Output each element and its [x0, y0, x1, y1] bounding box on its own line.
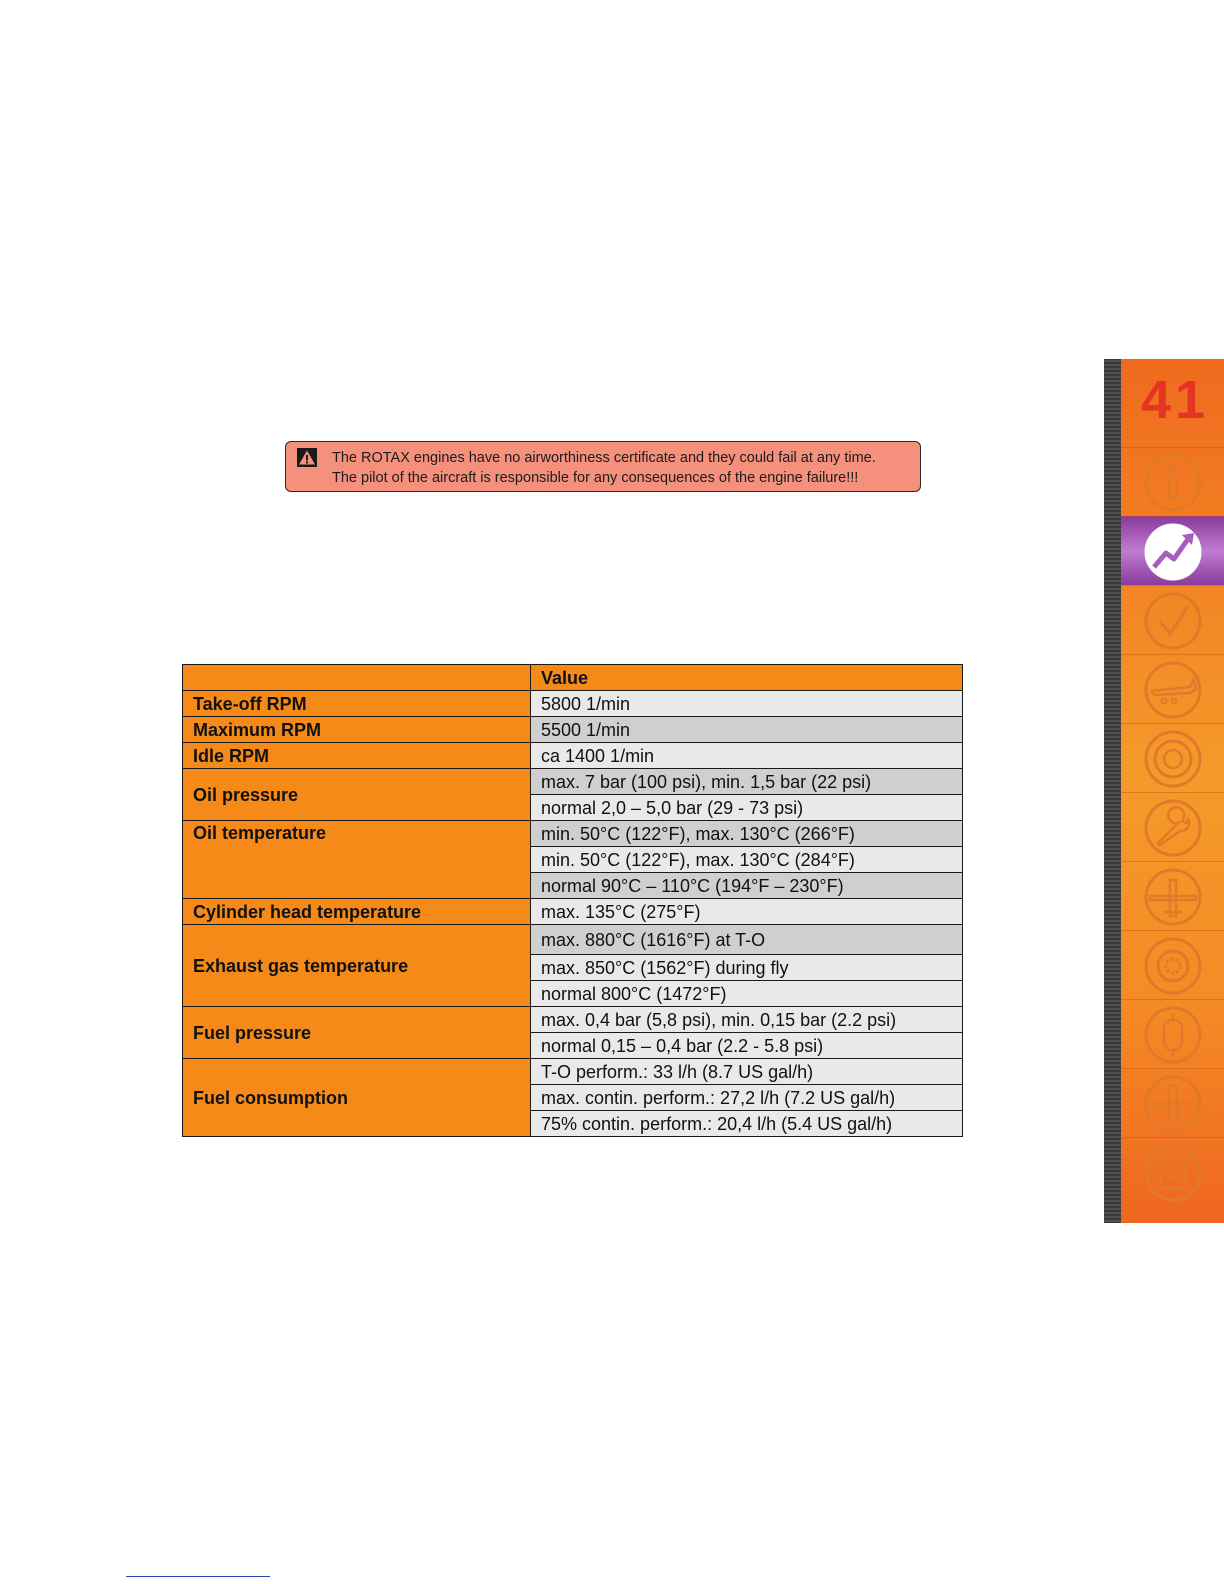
airplane-side-icon [1142, 659, 1204, 721]
sidebar-item-systems[interactable] [1121, 930, 1224, 999]
table-row [183, 769, 963, 795]
header-value-cell: Value [531, 665, 963, 691]
performance-arrow-icon [1142, 521, 1204, 583]
row-value: normal 800°C (1472°F) [531, 981, 963, 1007]
row-value: max. 7 bar (100 psi), min. 1,5 bar (22 psi) [531, 769, 963, 795]
sidebar-item-performance[interactable] [1121, 516, 1224, 585]
table-row [183, 1059, 963, 1085]
sidebar-item-checklist-check[interactable] [1121, 585, 1224, 654]
row-label: Oil pressure [183, 769, 531, 821]
row-value: 5500 1/min [531, 717, 963, 743]
checklist-icon [1142, 1142, 1204, 1204]
row-value: normal 0,15 – 0,4 bar (2.2 - 5.8 psi) [531, 1033, 963, 1059]
table-row [183, 743, 963, 769]
row-label: Oil temperature [183, 821, 531, 899]
airplane-top-icon [1142, 866, 1204, 928]
row-value: max. 880°C (1616°F) at T-O [531, 925, 963, 955]
warning-banner [285, 441, 921, 492]
propeller-icon [1142, 1073, 1204, 1135]
sidebar-item-checklists[interactable] [1121, 1137, 1224, 1206]
sidebar-item-engine[interactable] [1121, 999, 1224, 1068]
page-number: 41 [1140, 370, 1210, 430]
table-row [183, 821, 963, 847]
sidebar-item-maintenance[interactable] [1121, 792, 1224, 861]
warning-line-1: The ROTAX engines have no airworthiness certificate and they could fail at any time. [332, 450, 876, 466]
engine-spec-table [182, 664, 963, 1137]
row-value: T-O perform.: 33 l/h (8.7 US gal/h) [531, 1059, 963, 1085]
row-label: Cylinder head temperature [183, 899, 531, 925]
row-value: 75% contin. perform.: 20,4 l/h (5.4 US gal/h) [531, 1111, 963, 1137]
sidebar-item-emergency[interactable] [1121, 723, 1224, 792]
row-value: min. 50°C (122°F), max. 130°C (266°F) [531, 821, 963, 847]
lifebuoy-icon [1142, 728, 1204, 790]
row-label: Fuel consumption [183, 1059, 531, 1137]
table-row [183, 717, 963, 743]
chapter-sidebar [1104, 359, 1224, 1223]
row-label: Take-off RPM [183, 691, 531, 717]
header-label-cell [183, 665, 531, 691]
row-value: 5800 1/min [531, 691, 963, 717]
warning-triangle-icon [297, 448, 317, 467]
sidebar-spine [1104, 359, 1121, 1223]
table-row [183, 899, 963, 925]
table-row [183, 925, 963, 955]
warning-text [332, 448, 876, 488]
row-value: ca 1400 1/min [531, 743, 963, 769]
table-row [183, 691, 963, 717]
row-label: Maximum RPM [183, 717, 531, 743]
table-header-row [183, 665, 963, 691]
row-label: Fuel pressure [183, 1007, 531, 1059]
sidebar-item-info[interactable] [1121, 447, 1224, 516]
footnote-rule [126, 1576, 270, 1577]
row-label: Exhaust gas temperature [183, 925, 531, 1007]
sidebar-item-aircraft[interactable] [1121, 654, 1224, 723]
sidebar-item-propeller[interactable] [1121, 1068, 1224, 1137]
checkmark-icon [1142, 590, 1204, 652]
gear-icon [1142, 935, 1204, 997]
row-value: normal 90°C – 110°C (194°F – 230°F) [531, 873, 963, 899]
row-value: max. 135°C (275°F) [531, 899, 963, 925]
row-value: max. contin. perform.: 27,2 l/h (7.2 US gal/h) [531, 1085, 963, 1111]
row-value: max. 0,4 bar (5,8 psi), min. 0,15 bar (2.2 psi) [531, 1007, 963, 1033]
table-row [183, 1007, 963, 1033]
sidebar-item-airframe[interactable] [1121, 861, 1224, 930]
row-value: min. 50°C (122°F), max. 130°C (284°F) [531, 847, 963, 873]
row-label: Idle RPM [183, 743, 531, 769]
row-value: max. 850°C (1562°F) during fly [531, 955, 963, 981]
row-value: normal 2,0 – 5,0 bar (29 - 73 psi) [531, 795, 963, 821]
wrench-icon [1142, 797, 1204, 859]
warning-line-2: The pilot of the aircraft is responsible for any consequences of the engine failure!!! [332, 470, 859, 486]
engine-icon [1142, 1004, 1204, 1066]
info-icon [1142, 452, 1204, 514]
